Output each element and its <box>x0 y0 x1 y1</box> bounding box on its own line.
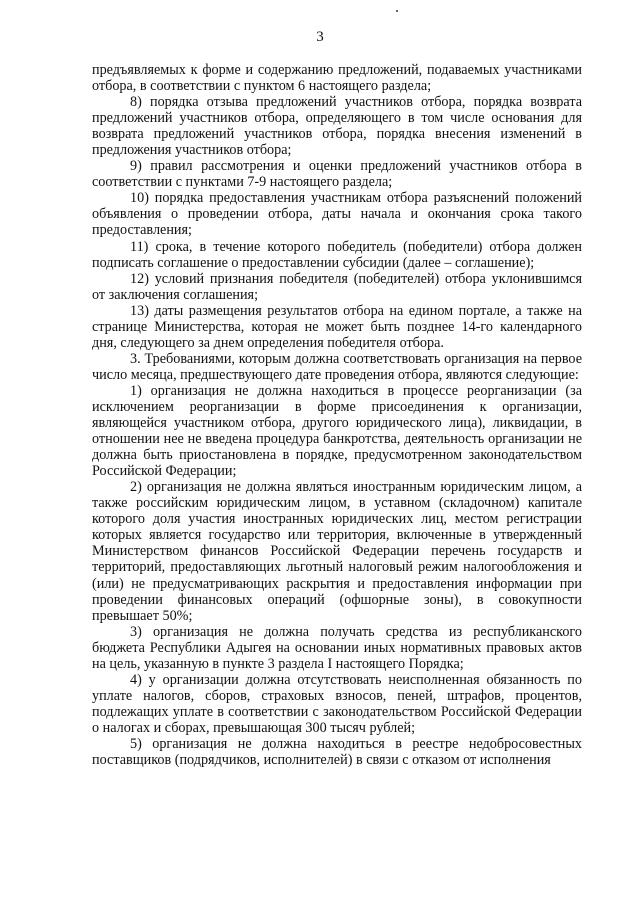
paragraph-requirement-3: 3) организация не должна получать средства из республиканского бюджета Республики Адыгея на основании иных нормативных правовых актов на цель, указанную в пункте 3 раздела I настоящего Порядка; <box>92 623 582 672</box>
paragraph-item-12: 12) условий признания победителя (победителей) отбора уклонившимся от заключения соглашения; <box>92 270 582 303</box>
scan-speck <box>396 10 398 12</box>
paragraph-item-13: 13) даты размещения результатов отбора на едином портале, а также на странице Министерства, которая не может быть позднее 14-го календарного дня, следующего за днем определения победителя отбора. <box>92 302 582 351</box>
paragraph-requirement-2: 2) организация не должна являться иностранным юридическим лицом, а также российским юридическим лицом, в уставном (складочном) капитале которого доля участия иностранных юридических лиц, местом регистрации которых является государство или территория, включенные в утвержденный Министерством финансов Российской Федерации перечень государств и территорий, предоставляющих льготный налоговый режим налогообложения и (или) не предусматривающих раскрытия и предоставления информации при проведении финансовых операций (офшорные зоны), в совокупности превышает 50%; <box>92 479 582 624</box>
page-number: 3 <box>316 29 324 45</box>
paragraph-requirement-1: 1) организация не должна находиться в процессе реорганизации (за исключением реорганизации в форме присоединения к организации, являющейся участником отбора, другого юридического лица), ликвидации, в отношении нее не введена процедура банкротства, деятельность организации не должна быть приостановлена в порядке, предусмотренном законодательством Российской Федерации; <box>92 382 582 480</box>
paragraph-item-11: 11) срока, в течение которого победитель (победители) отбора должен подписать соглашение о предоставлении субсидии (далее – соглашение); <box>92 238 582 271</box>
paragraph-section-3: 3. Требованиями, которым должна соответствовать организация на первое число месяца, предшествующего дате проведения отбора, являются следующие: <box>92 350 582 383</box>
document-body <box>92 62 582 768</box>
paragraph-requirement-5: 5) организация не должна находиться в реестре недобросовестных поставщиков (подрядчиков, исполнителей) в связи с отказом от исполнения <box>92 735 582 768</box>
paragraph-item-9: 9) правил рассмотрения и оценки предложений участников отбора в соответствии с пунктами 7-9 настоящего раздела; <box>92 158 582 191</box>
paragraph-item-10: 10) порядка предоставления участникам отбора разъяснений положений объявления о проведении отбора, даты начала и окончания срока такого предоставления; <box>92 190 582 239</box>
paragraph-requirement-4: 4) у организации должна отсутствовать неисполненная обязанность по уплате налогов, сборов, страховых взносов, пеней, штрафов, процентов, подлежащих уплате в соответствии с законодательством Российской Федерации о налогах и сборах, превышающая 300 тысяч рублей; <box>92 671 582 736</box>
paragraph-continuation: предъявляемых к форме и содержанию предложений, подаваемых участниками отбора, в соответствии с пунктом 6 настоящего раздела; <box>92 62 582 95</box>
paragraph-item-8: 8) порядка отзыва предложений участников отбора, порядка возврата предложений участников отбора, определяющего в том числе основания для возврата предложений участников отбора, порядка внесения изменений в предложения участников отбора; <box>92 94 582 159</box>
